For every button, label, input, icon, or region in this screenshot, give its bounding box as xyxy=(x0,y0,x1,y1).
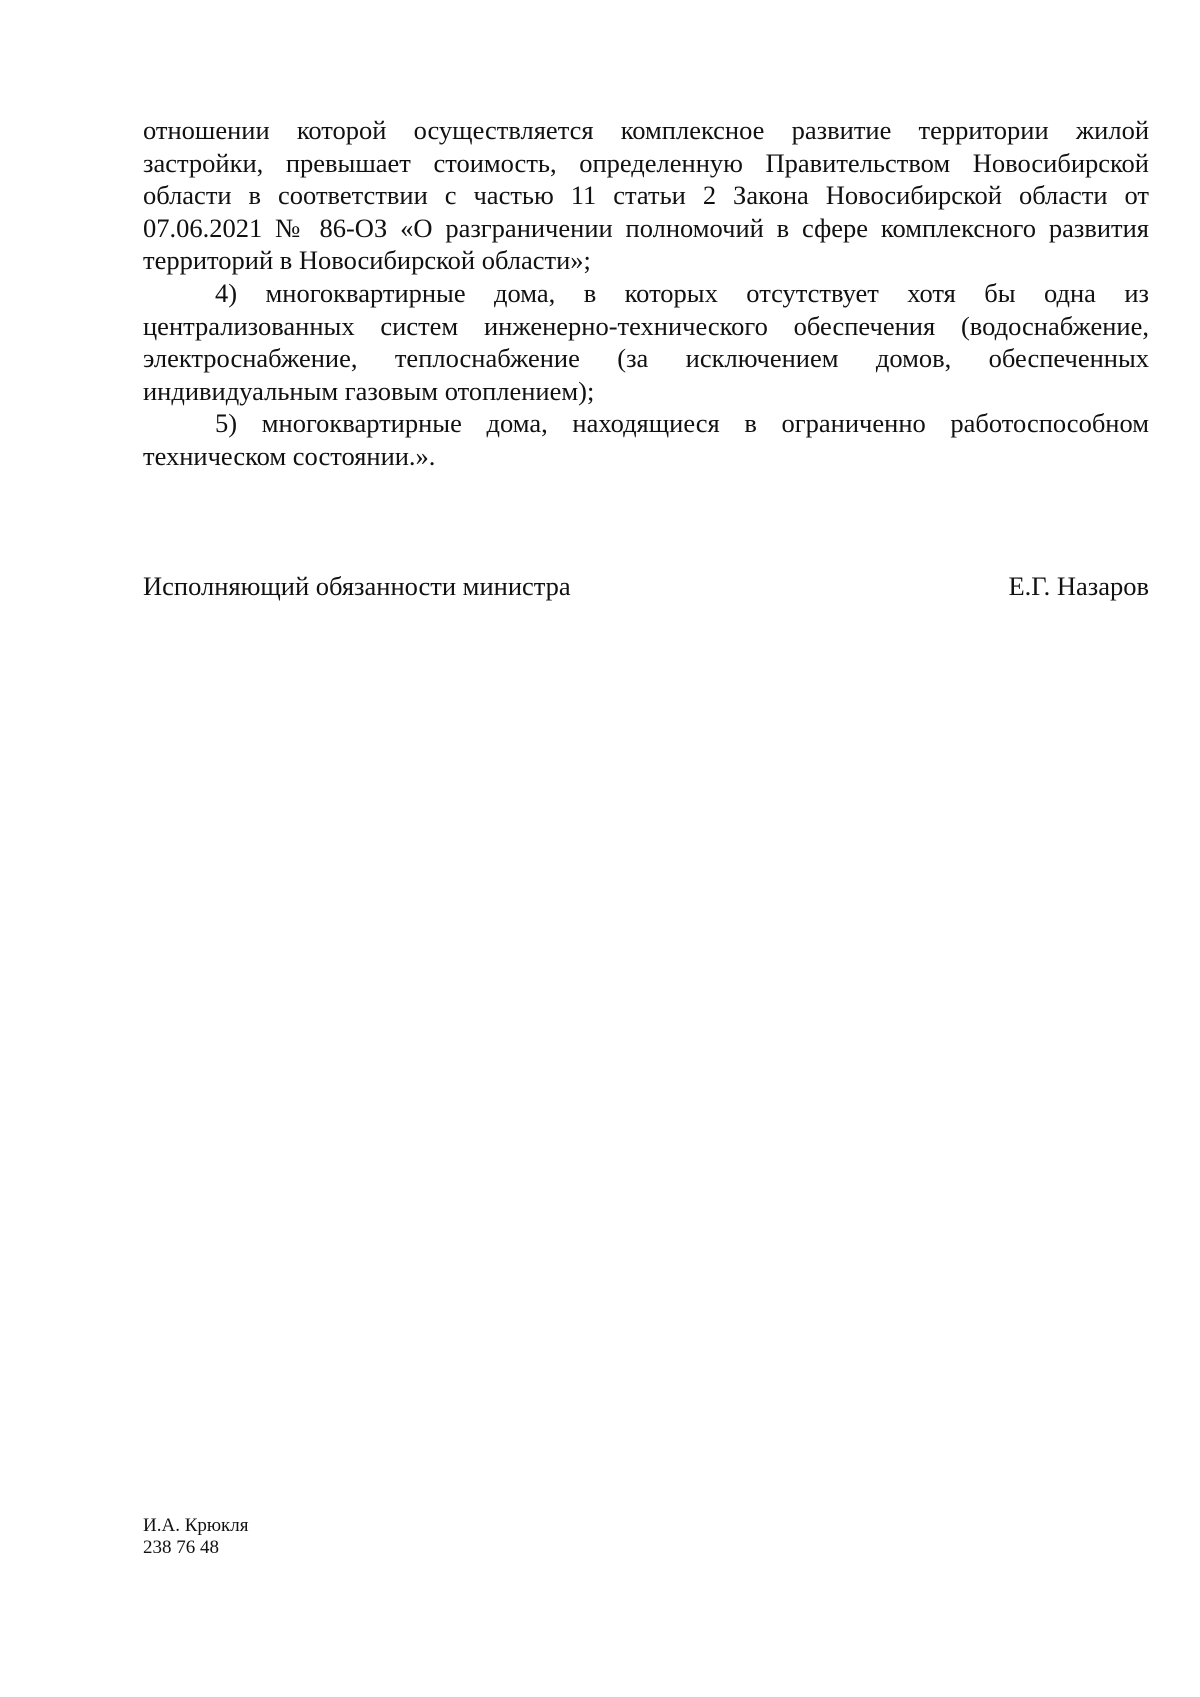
signature-block xyxy=(143,570,1149,610)
document-body xyxy=(143,114,1149,473)
paragraph-item-4: 4) многоквартирные дома, в которых отсутствует хотя бы одна из централизованных систем инженерно-технического обеспечения (водоснабжение, электроснабжение, теплоснабжение (за исключением домов, обеспеченных индивидуальным газовым отоплением); xyxy=(143,277,1149,406)
executor-name: И.А. Крюкля xyxy=(143,1515,249,1536)
signatory-position: Исполняющий обязанности министра xyxy=(143,571,571,601)
signatory-name: Е.Г. Назаров xyxy=(1008,571,1149,601)
executor-block xyxy=(143,1515,249,1559)
paragraph-continuation: отношении которой осуществляется комплексное развитие территории жилой застройки, превышает стоимость, определенную Правительством Новосибирской области в соответствии с частью 11 статьи 2 Закона Новосибирской области от 07.06.2021 № 86-ОЗ «О разграничении полномочий в сфере комплексного развития территорий в Новосибирской области»; xyxy=(143,115,1149,276)
paragraph-item-5: 5) многоквартирные дома, находящиеся в ограниченно работоспособном техническом состоянии.». xyxy=(143,408,1149,471)
executor-phone: 238 76 48 xyxy=(143,1537,219,1558)
